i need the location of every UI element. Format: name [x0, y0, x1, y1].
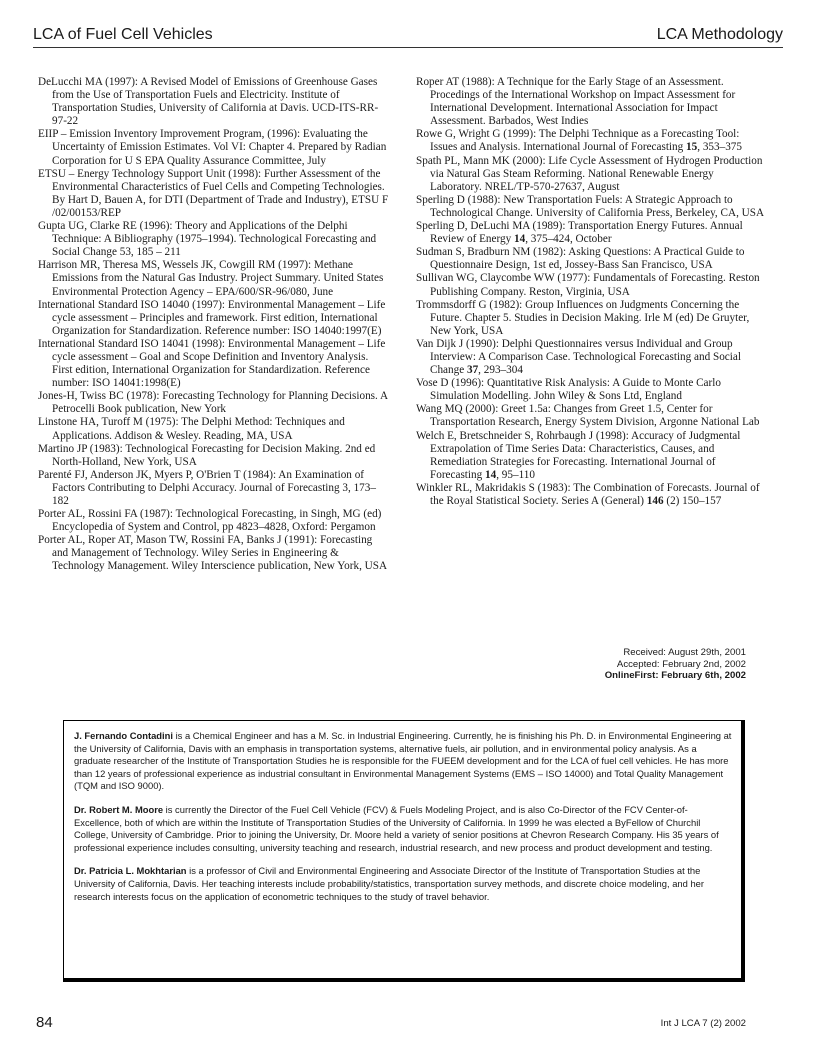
references-left-column — [38, 76, 390, 574]
submission-dates — [416, 647, 746, 682]
accepted-date: Accepted: February 2nd, 2002 — [616, 658, 746, 670]
reference-item: International Standard ISO 14041 (1998): Environmental Management – Life cycle assessment – Goal and Scope Definition and Inventory Analysis. First edition, International Organization for Standardization. Reference number: ISO 14041:1998(E) — [38, 337, 386, 390]
reference-item: Gupta UG, Clarke RE (1996): Theory and Applications of the Delphi Technique: A Bibliography (1975–1994). Technological Forecasting and Social Change 53, 185 – 211 — [38, 220, 377, 259]
reference-item: Van Dijk J (1990): Delphi Questionnaires versus Individual and Group Interview: A Comparison Case. Technological Forecasting and Social Change 37, 293–304 — [416, 337, 741, 377]
reference-item: Porter AL, Rossini FA (1987): Technological Forecasting, in Singh, MG (ed) Encyclopedia of System and Control, pp 4823–4828, Oxford: Pergamon — [38, 508, 382, 534]
running-header — [33, 25, 783, 48]
reference-item: Sperling D (1988): New Transportation Fuels: A Strategic Approach to Technological Change. University of California Press, Berkeley, CA, USA — [416, 193, 765, 219]
references-right-column — [416, 76, 768, 508]
received-date: Received: August 29th, 2001 — [623, 647, 746, 658]
reference-item: EIIP – Emission Inventory Improvement Program, (1996): Evaluating the Uncertainty of Emission Estimates. Vol VI: Chapter 4. Prepared by Radian Corporation for U S EPA Quality Assurance Committee, July — [38, 128, 387, 167]
reference-item: Parenté FJ, Anderson JK, Myers P, O'Brien T (1984): An Examination of Factors Contributing to Delphi Accuracy. Journal of Forecasting 3, 173–182 — [38, 468, 376, 507]
reference-item: Vose D (1996): Quantitative Risk Analysis: A Guide to Monte Carlo Simulation Modelling. John Wiley & Sons Ltd, England — [416, 377, 721, 403]
reference-item: Sperling D, DeLuchi MA (1989): Transportation Energy Futures. Annual Review of Energy 14, 375–424, October — [416, 220, 743, 246]
reference-item: Linstone HA, Turoff M (1975): The Delphi Method: Techniques and Applications. Addison & Wesley. Reading, MA, USA — [38, 416, 345, 442]
online-first-date: OnlineFirst: February 6th, 2002 — [604, 670, 746, 681]
header-right-title: LCA Methodology — [656, 26, 783, 43]
reference-item: International Standard ISO 14040 (1997): Environmental Management – Life cycle assessment – Principles and framework. First edition, International Organization for Standardization. Reference number: ISO 14040:1997(E) — [38, 298, 386, 337]
author-name: Dr. Patricia L. Mokhtarian — [74, 865, 187, 877]
author-name: J. Fernando Contadini — [74, 730, 173, 741]
reference-item: Martino JP (1983): Technological Forecasting for Decision Making. 2nd ed North-Holland, New York, USA — [38, 442, 376, 468]
reference-item: Spath PL, Mann MK (2000): Life Cycle Assessment of Hydrogen Production via Natural Gas Steam Reforming. National Renewable Energy Laboratory. NREL/TP-570-27637, August — [416, 154, 763, 193]
author-bio: J. Fernando Contadini is a Chemical Engineer and has a M. Sc. in Industrial Engineering. Currently, he is finishing his Ph. D. in Environmental Engineering at the University of California, Davis with an emphasis in transportation systems, alternative fuels, air pollution, and in environmental policy analysis. As a graduate researcher of the Institute of Transportation Studies he is responsible for the FUEEM development and for the LCA of fuel cell vehicles. He has more than 12 years of professional experience as industrial consultant in Environmental Management Systems (EMS – ISO 14000) and Total Quality Management (TQM and ISO 9000). — [74, 730, 732, 792]
header-left-title: LCA of Fuel Cell Vehicles — [33, 26, 213, 43]
reference-item: ETSU – Energy Technology Support Unit (1998): Further Assessment of the Environmental Characteristics of Fuel Cells and Competing Technologies. By Hart D, Bauen A, for DTI (Department of Trade and Industry), ETSU F /02/00153/REP — [38, 167, 389, 219]
reference-item: Jones-H, Twiss BC (1978): Forecasting Technology for Planning Decisions. A Petrocelli Book publication, New York — [38, 390, 388, 416]
author-bio: Dr. Patricia L. Mokhtarian is a professor of Civil and Environmental Engineering and Associate Director of the Institute of Transportation Studies at the University of California, Davis. Her teaching interests include probability/statistics, transportation survey methods, and discrete choice modeling, and her research interests focus on the application of econometric techniques to the study of travel behavior. — [74, 865, 704, 902]
reference-item: Harrison MR, Theresa MS, Wessels JK, Cowgill RM (1997): Methane Emissions from the Natural Gas Industry. Project Summary. United States Environmental Protection Agency – EPA/600/SR-96/080, June — [38, 259, 384, 298]
reference-item: Porter AL, Roper AT, Mason TW, Rossini FA, Banks J (1991): Forecasting and Management of Technology. Wiley Series in Engineering & Technology Management. Wiley Interscience publication, New York, USA — [38, 534, 388, 573]
author-name: Dr. Robert M. Moore — [74, 803, 164, 815]
reference-item: Winkler RL, Makridakis S (1983): The Combination of Forecasts. Journal of the Royal Statistical Society. Series A (General) 146 (2) 150–157 — [416, 481, 760, 507]
author-bio: Dr. Robert M. Moore is currently the Director of the Fuel Cell Vehicle (FCV) & Fuels Modeling Project, and is also Co-Director of the FCV Center-of-Excellence, both of which are within the Institute of Transportation Studies of the University of California. In 1999 he was elected a ByFellow of Churchil College, University of Cambridge. Prior to joining the University, Dr. Moore held a variety of senior positions at Chevron Research Company. His 35 years of professional experience includes consulting, university teaching and research, industrial research, and new process and product development and testing. — [74, 803, 719, 853]
reference-item: Rowe G, Wright G (1999): The Delphi Technique as a Forecasting Tool: Issues and Analysis. International Journal of Forecasting 15, 353–375 — [416, 128, 742, 154]
reference-item: Trommsdorff G (1982): Group Influences on Judgments Concerning the Future. Chapter 5. Studies in Decision Making. Irle M (ed) De Gruyter, New York, USA — [416, 298, 750, 337]
reference-item: Wang MQ (2000): Greet 1.5a: Changes from Greet 1.5, Center for Transportation Research, Energy System Division, Argonne National Lab — [416, 403, 760, 429]
reference-item: Welch E, Bretschneider S, Rohrbaugh J (1998): Accuracy of Judgmental Extrapolation of Time Series Data: Characteristics, Causes, and Remediation Strategies for Forecasting. International Journal of Forecasting 14, 95–110 — [416, 429, 741, 481]
reference-item: Roper AT (1988): A Technique for the Early Stage of an Assessment. Procedings of the International Workshop on Impact Assessment for International Development. International Association for Impact Assessment. Barbados, West Indies — [416, 76, 736, 128]
reference-item: Sullivan WG, Claycombe WW (1977): Fundamentals of Forecasting. Reston Publishing Company. Reston, Virginia, USA — [416, 272, 760, 298]
author-bios-box — [63, 720, 745, 982]
page-number: 84 — [36, 1014, 53, 1031]
reference-item: Sudman S, Bradburn NM (1982): Asking Questions: A Practical Guide to Questionnaire Design, 1st ed, Jossey-Bass San Francisco, USA — [416, 246, 745, 272]
journal-citation: Int J LCA 7 (2) 2002 — [660, 1018, 746, 1029]
reference-item: DeLucchi MA (1997): A Revised Model of Emissions of Greenhouse Gases from the Use of Transportation Fuels and Electricity. Institute of Transportation Studies, University of California at Davis. UCD-ITS-RR-97-22 — [38, 76, 379, 128]
